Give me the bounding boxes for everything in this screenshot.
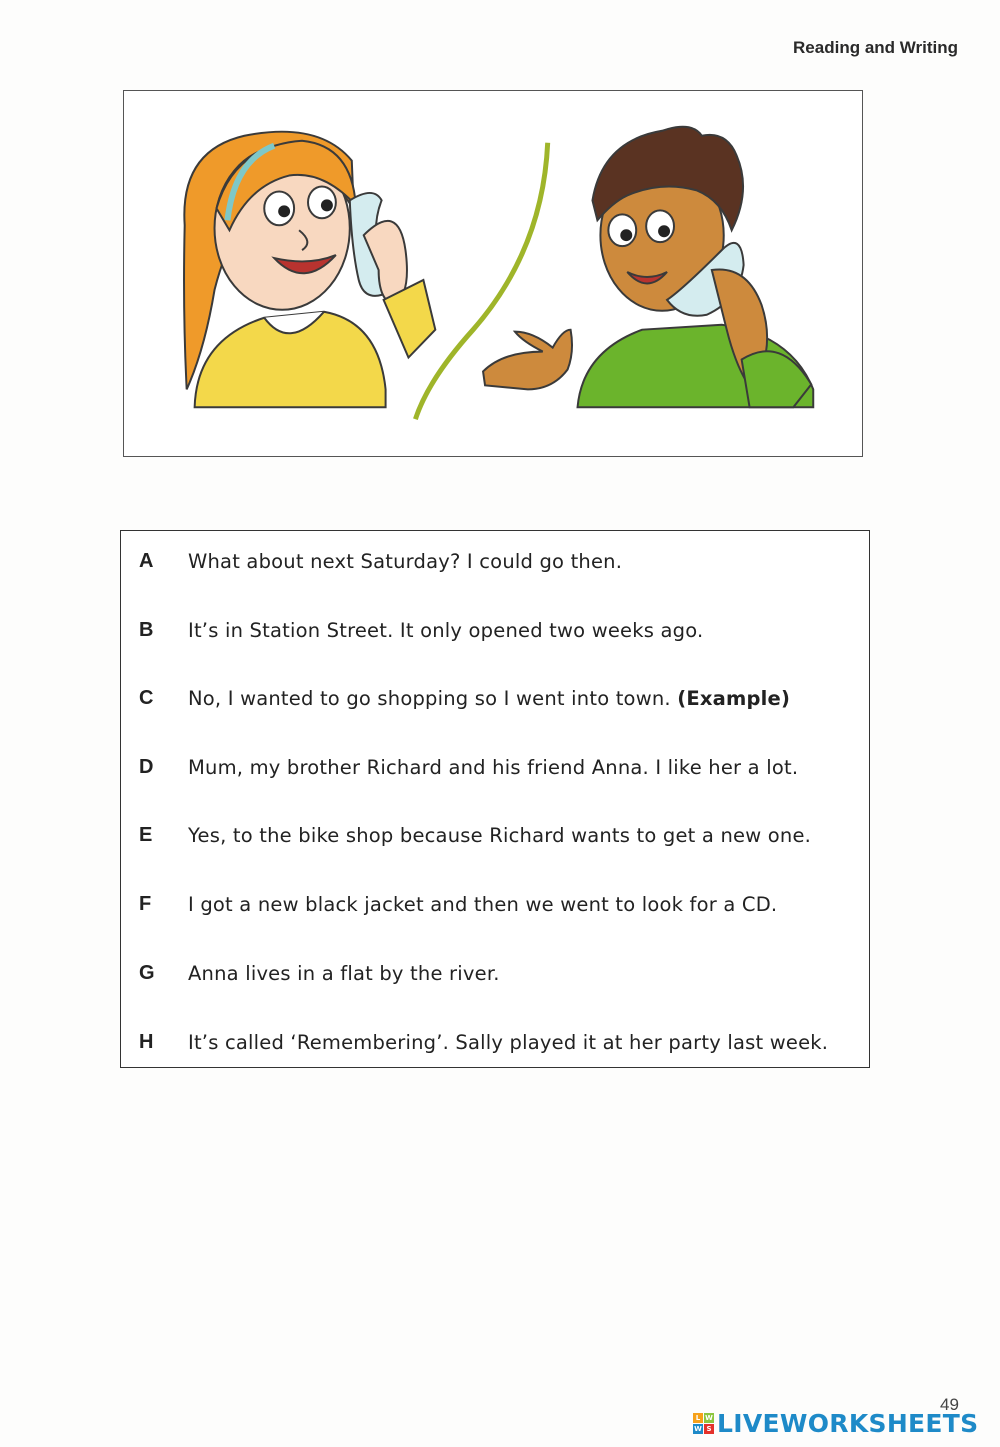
logo-grid-cell: L xyxy=(693,1413,703,1423)
option-letter: H xyxy=(139,1030,154,1053)
option-text: Mum, my brother Richard and his friend Anna. I like her a lot. xyxy=(188,755,799,779)
option-letter: B xyxy=(139,618,154,641)
option-c xyxy=(121,678,869,718)
boy-on-phone-figure xyxy=(483,127,813,407)
option-text: I got a new black jacket and then we went to look for a CD. xyxy=(188,892,778,916)
option-h xyxy=(121,1022,869,1062)
option-text: It’s called ‘Remembering’. Sally played it at her party last week. xyxy=(188,1030,829,1054)
option-text: Yes, to the bike shop because Richard wants to get a new one. xyxy=(188,823,812,847)
option-letter: C xyxy=(139,686,154,709)
option-letter: A xyxy=(139,549,154,572)
logo-grid-cell: W xyxy=(694,1425,702,1433)
page-number: 49 xyxy=(940,1395,959,1414)
option-text: It’s in Station Street. It only opened two weeks ago. xyxy=(188,618,704,642)
logo-grid-icon xyxy=(693,1413,714,1434)
girl-on-phone-figure xyxy=(184,132,435,408)
option-d xyxy=(121,747,869,787)
option-letter: F xyxy=(139,892,152,915)
option-letter: D xyxy=(139,755,154,778)
option-text: Anna lives in a flat by the river. xyxy=(188,961,500,985)
logo-grid-cell: S xyxy=(704,1424,714,1434)
example-label: (Example) xyxy=(677,686,791,710)
liveworksheets-logo[interactable] xyxy=(693,1409,978,1438)
option-text: What about next Saturday? I could go then. xyxy=(188,549,623,573)
answer-options-box xyxy=(120,530,870,1068)
option-f xyxy=(121,884,869,924)
option-letter: G xyxy=(139,961,155,984)
option-g xyxy=(121,953,869,993)
option-b xyxy=(121,610,869,650)
option-letter: E xyxy=(139,823,153,846)
section-header: Reading and Writing xyxy=(793,38,958,57)
option-a xyxy=(121,541,869,581)
option-e xyxy=(121,815,869,855)
option-text-with-example xyxy=(188,687,790,710)
phone-call-illustration xyxy=(123,90,863,457)
option-text: No, I wanted to go shopping so I went into town. xyxy=(188,686,671,710)
logo-grid-cell: W xyxy=(705,1414,713,1422)
logo-text: LIVEWORKSHEETS xyxy=(717,1409,979,1438)
